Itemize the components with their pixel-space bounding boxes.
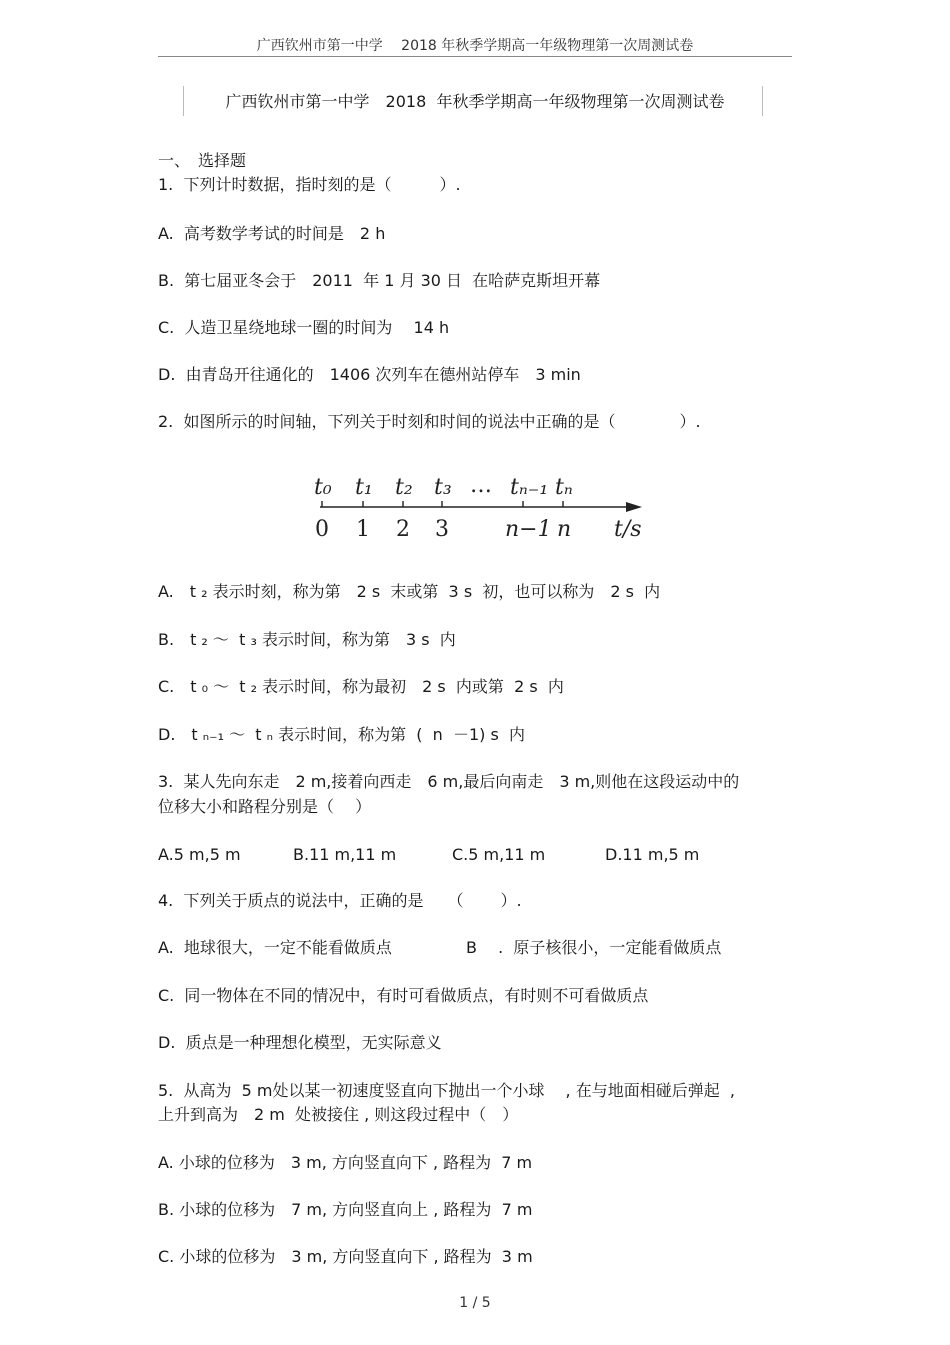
section-heading: 一、 选择题 [158, 151, 247, 170]
tick-label-3: 3 [435, 517, 449, 542]
q4-option-d: D. 质点是一种理想化模型，无实际意义 [158, 1033, 442, 1052]
q2-option-c: C. t ₀ ～ t ₂ 表示时间，称为最初 2 s 内或第 2 s 内 [158, 677, 564, 696]
q4-option-b: B . 原子核很小，一定能看做质点 [466, 938, 722, 957]
q5-stem-line1: 5. 从高为 5 m处以某一初速度竖直向下抛出一个小球 , 在与地面相碰后弹起 , [158, 1081, 735, 1100]
page-number: 1 / 5 [459, 1295, 491, 1311]
q3-option-d: D.11 m,5 m [605, 845, 700, 864]
time-label-t0: t₀ [314, 475, 332, 500]
q4-stem: 4. 下列关于质点的说法中，正确的是 （ ）. [158, 891, 522, 910]
timeline-arrowhead [626, 502, 642, 512]
q5-option-b: B. 小球的位移为 7 m, 方向竖直向上 , 路程为 7 m [158, 1200, 533, 1219]
tick-label-n: n [557, 517, 572, 542]
time-label-t2: t₂ [395, 475, 413, 500]
q1-option-a: A. 高考数学考试的时间是 2 h [158, 224, 386, 243]
q2-option-b: B. t ₂ ～ t ₃ 表示时间，称为第 3 s 内 [158, 630, 456, 649]
q3-stem-line1: 3. 某人先向东走 2 m,接着向西走 6 m,最后向南走 3 m,则他在这段运动中的 [158, 772, 740, 791]
q4-option-a: A. 地球很大，一定不能看做质点 [158, 938, 392, 957]
q3-stem-line2: 位移大小和路程分别是（ ） [158, 797, 372, 816]
q5-option-a: A. 小球的位移为 3 m, 方向竖直向下 , 路程为 7 m [158, 1153, 533, 1172]
q1-stem: 1. 下列计时数据，指时刻的是（ ）. [158, 175, 461, 194]
q1-option-d: D. 由青岛开往通化的 1406 次列车在德州站停车 3 min [158, 365, 581, 384]
running-header: 广西钦州市第一中学 2018 年秋季学期高一年级物理第一次周测试卷 [256, 38, 694, 54]
time-label-t3: t₃ [434, 475, 452, 500]
tick-label-2: 2 [396, 517, 410, 542]
q2-stem: 2. 如图所示的时间轴，下列关于时刻和时间的说法中正确的是（ ）. [158, 412, 701, 431]
q2-option-a: A. t ₂ 表示时刻，称为第 2 s 末或第 3 s 初，也可以称为 2 s 内 [158, 582, 661, 601]
time-label-tn: tₙ [555, 475, 573, 500]
timeline-figure [300, 470, 660, 550]
tick-label-0: 0 [315, 517, 329, 542]
axis-unit-label: t/s [614, 517, 642, 542]
q3-option-c: C.5 m,11 m [452, 845, 546, 864]
q1-option-c: C. 人造卫星绕地球一圈的时间为 14 h [158, 318, 450, 337]
page-title: 广西钦州市第一中学 2018 年秋季学期高一年级物理第一次周测试卷 [225, 92, 725, 111]
q5-option-c: C. 小球的位移为 3 m, 方向竖直向下 , 路程为 3 m [158, 1247, 533, 1266]
q1-option-b: B. 第七届亚冬会于 2011 年 1 月 30 日 在哈萨克斯坦开幕 [158, 271, 601, 290]
time-label-t1: t₁ [355, 475, 373, 500]
q3-option-b: B.11 m,11 m [293, 845, 397, 864]
timeline-ticks [322, 501, 563, 507]
q5-stem-line2: 上升到高为 2 m 处被接住 , 则这段过程中（ ） [158, 1105, 519, 1124]
q2-option-d: D. t ₙ₋₁ ～ t ₙ 表示时间，称为第 ( n －1) s 内 [158, 725, 525, 744]
header-rule [158, 56, 792, 57]
tick-label-n-1: n−1 [505, 517, 552, 542]
time-label-ellipsis: … [470, 473, 492, 498]
title-bar-right [762, 86, 763, 116]
q4-option-c: C. 同一物体在不同的情况中，有时可看做质点，有时则不可看做质点 [158, 986, 649, 1005]
time-label-tn-1: tₙ₋₁ [510, 475, 549, 500]
tick-label-1: 1 [356, 517, 370, 542]
q3-option-a: A.5 m,5 m [158, 845, 241, 864]
